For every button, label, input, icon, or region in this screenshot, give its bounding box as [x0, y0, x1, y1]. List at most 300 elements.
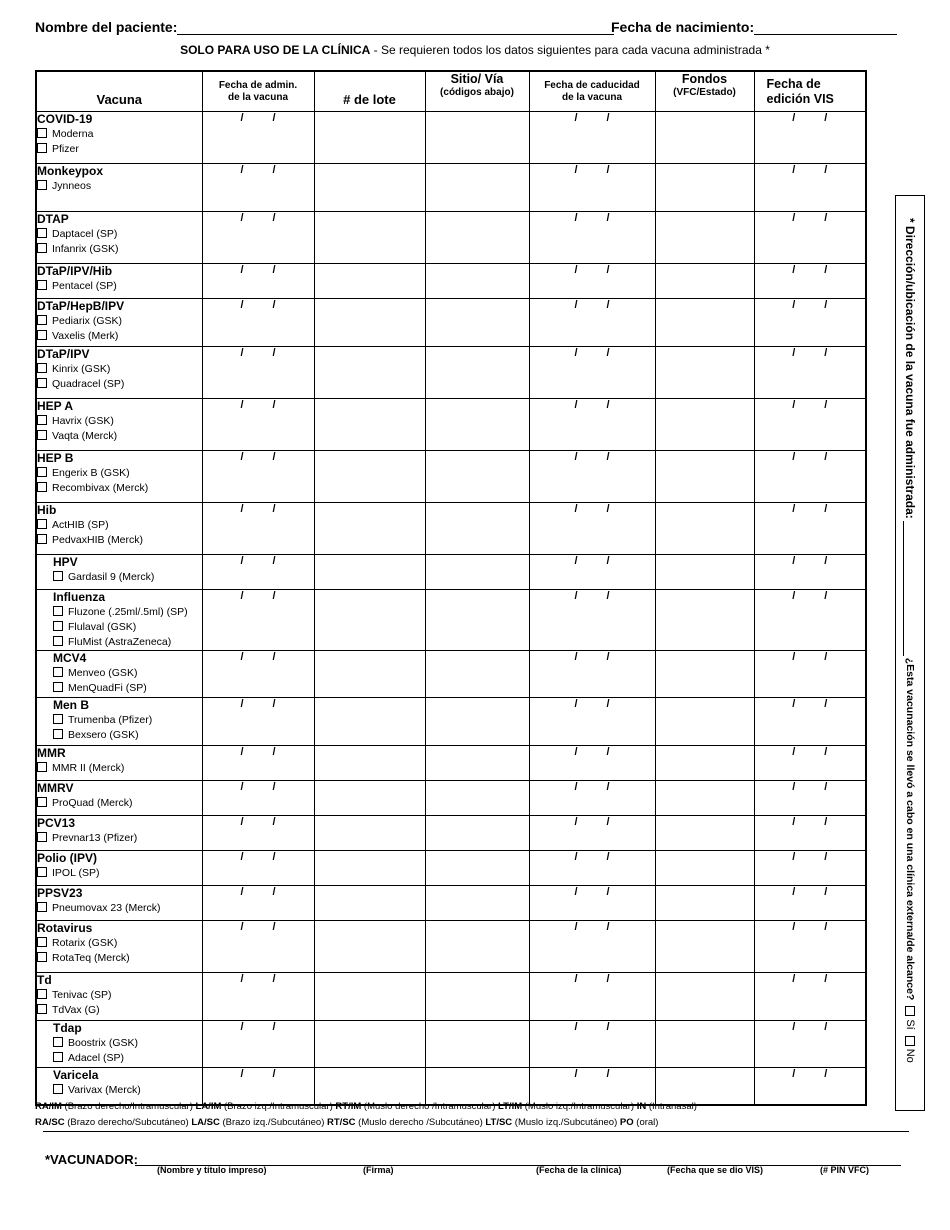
lot-cell[interactable] [314, 781, 425, 816]
date-separator: / [824, 1021, 828, 1033]
vaccine-option-label: ProQuad (Merck) [52, 797, 133, 809]
lot-cell[interactable] [314, 503, 425, 555]
route-code-desc: (Brazo derecho/Subcutáneo) [64, 1117, 192, 1128]
site-cell[interactable] [425, 1021, 529, 1068]
table-row [36, 973, 866, 1021]
funding-cell[interactable] [655, 651, 754, 698]
funding-cell[interactable] [655, 212, 754, 264]
admin-date-cell[interactable] [202, 164, 314, 212]
site-cell[interactable] [425, 886, 529, 921]
checkbox[interactable] [37, 143, 47, 153]
date-separator: / [606, 399, 610, 411]
funding-cell[interactable] [655, 590, 754, 651]
expiration-date-cell[interactable] [529, 299, 655, 347]
admin-date-cell[interactable] [202, 921, 314, 973]
vaccine-option-label: Gardasil 9 (Merck) [68, 571, 155, 583]
vis-date-cell[interactable] [754, 299, 866, 347]
vaccine-option[interactable] [37, 127, 202, 142]
checkbox[interactable] [37, 378, 47, 388]
lot-cell[interactable] [314, 746, 425, 781]
table-row [36, 399, 866, 451]
checkbox[interactable] [37, 128, 47, 138]
vaccine-option[interactable] [53, 1051, 202, 1066]
location-line[interactable] [904, 521, 917, 656]
vaccine-option[interactable] [37, 951, 202, 966]
vis-date-cell[interactable] [754, 451, 866, 503]
checkbox[interactable] [37, 952, 47, 962]
vaccine-option[interactable] [37, 329, 202, 344]
vaccine-option[interactable] [37, 936, 202, 951]
vaccine-option-label: Pneumovax 23 (Merck) [52, 902, 161, 914]
dob-line[interactable] [754, 20, 897, 35]
vaccine-option-label: ActHIB (SP) [52, 519, 109, 531]
date-separator: / [792, 1068, 796, 1080]
date-separator: / [606, 698, 610, 710]
funding-cell[interactable] [655, 503, 754, 555]
site-cell[interactable] [425, 555, 529, 590]
date-separator: / [240, 1068, 244, 1080]
site-cell[interactable] [425, 299, 529, 347]
vaccine-option-label: Adacel (SP) [68, 1052, 125, 1064]
vaccine-option[interactable] [53, 620, 202, 635]
vaccine-option[interactable] [53, 635, 202, 650]
checkbox[interactable] [37, 467, 47, 477]
expiration-date-cell[interactable] [529, 973, 655, 1021]
date-separator: / [824, 212, 828, 224]
route-codes-line-1 [35, 1099, 697, 1115]
site-cell[interactable] [425, 921, 529, 973]
vaccine-option[interactable] [37, 242, 202, 257]
vis-date-cell[interactable] [754, 212, 866, 264]
vis-date-cell[interactable] [754, 698, 866, 746]
vaccine-option[interactable] [53, 570, 202, 585]
patient-name-field[interactable] [35, 19, 614, 35]
expiration-date-cell[interactable] [529, 651, 655, 698]
expiration-date-cell[interactable] [529, 1021, 655, 1068]
lot-cell[interactable] [314, 921, 425, 973]
funding-cell[interactable] [655, 399, 754, 451]
expiration-date-cell[interactable] [529, 451, 655, 503]
funding-cell[interactable] [655, 746, 754, 781]
expiration-date-cell[interactable] [529, 746, 655, 781]
lot-cell[interactable] [314, 112, 425, 164]
site-cell[interactable] [425, 816, 529, 851]
vaccine-name: MMRV [37, 781, 74, 795]
vaccine-cell [36, 451, 202, 503]
vaccine-name: Influenza [53, 590, 106, 604]
checkbox[interactable] [37, 534, 47, 544]
lot-cell[interactable] [314, 555, 425, 590]
date-separator: / [792, 816, 796, 828]
vaccine-name: Monkeypox [37, 164, 104, 178]
dob-colon: : [749, 19, 755, 35]
lot-cell[interactable] [314, 851, 425, 886]
funding-cell[interactable] [655, 112, 754, 164]
vis-date-cell[interactable] [754, 973, 866, 1021]
vaccine-cell [36, 555, 202, 590]
date-separator: / [272, 299, 276, 311]
lot-cell[interactable] [314, 347, 425, 399]
admin-date-cell[interactable] [202, 1021, 314, 1068]
route-code: RA/IM [35, 1101, 62, 1112]
date-separator: / [606, 451, 610, 463]
vaccine-option[interactable] [53, 713, 202, 728]
date-separator: / [792, 851, 796, 863]
date-separator: / [574, 651, 578, 663]
lot-cell[interactable] [314, 816, 425, 851]
vis-date-cell[interactable] [754, 264, 866, 299]
date-separator: / [240, 264, 244, 276]
funding-cell[interactable] [655, 264, 754, 299]
date-separator: / [606, 781, 610, 793]
vis-date-cell[interactable] [754, 816, 866, 851]
vis-date-cell[interactable] [754, 1021, 866, 1068]
funding-cell[interactable] [655, 1021, 754, 1068]
date-separator: / [824, 555, 828, 567]
divider [43, 1131, 909, 1132]
admin-date-cell[interactable] [202, 264, 314, 299]
vaccine-option[interactable] [37, 362, 202, 377]
table-row [36, 698, 866, 746]
date-separator: / [272, 399, 276, 411]
admin-date-cell[interactable] [202, 399, 314, 451]
lot-cell[interactable] [314, 886, 425, 921]
admin-date-cell[interactable] [202, 973, 314, 1021]
date-separator: / [792, 886, 796, 898]
route-code: RA/SC [35, 1117, 65, 1128]
expiration-date-cell[interactable] [529, 816, 655, 851]
date-separator: / [792, 555, 796, 567]
checkbox[interactable] [53, 1052, 63, 1062]
vaccine-option[interactable] [37, 796, 202, 811]
checkbox[interactable] [37, 330, 47, 340]
vaccine-name: DTaP/IPV/Hib [37, 264, 113, 278]
lot-cell[interactable] [314, 264, 425, 299]
date-separator: / [824, 698, 828, 710]
admin-date-cell[interactable] [202, 651, 314, 698]
checkbox[interactable] [37, 832, 47, 842]
route-code-desc: (Muslo izq./Intramuscular) [522, 1101, 637, 1112]
expiration-date-cell[interactable] [529, 503, 655, 555]
vaccine-option[interactable] [53, 666, 202, 681]
outreach-yes-checkbox[interactable] [905, 1006, 915, 1016]
vaccine-option[interactable] [37, 179, 202, 194]
checkbox[interactable] [53, 606, 63, 616]
vis-date-cell[interactable] [754, 347, 866, 399]
admin-date-cell[interactable] [202, 781, 314, 816]
vis-date-label: (Fecha que se dio VIS) [667, 1165, 764, 1175]
table-row [36, 212, 866, 264]
date-separator: / [240, 164, 244, 176]
funding-cell[interactable] [655, 555, 754, 590]
date-separator: / [574, 816, 578, 828]
expiration-date-cell[interactable] [529, 399, 655, 451]
funding-cell[interactable] [655, 164, 754, 212]
checkbox[interactable] [53, 714, 63, 724]
site-cell[interactable] [425, 781, 529, 816]
route-code: LA/IM [195, 1101, 222, 1112]
site-cell[interactable] [425, 451, 529, 503]
admin-date-cell[interactable] [202, 503, 314, 555]
col-fondos: Fondos (VFC/Estado) [655, 71, 754, 112]
checkbox[interactable] [53, 682, 63, 692]
vis-date-cell[interactable] [754, 555, 866, 590]
date-separator: / [272, 264, 276, 276]
admin-date-cell[interactable] [202, 555, 314, 590]
checkbox[interactable] [53, 1084, 63, 1094]
vaccine-option-label: Jynneos [52, 180, 92, 192]
checkbox[interactable] [53, 636, 63, 646]
checkbox[interactable] [37, 937, 47, 947]
admin-date-cell[interactable] [202, 347, 314, 399]
vaccine-option[interactable] [37, 279, 202, 294]
admin-date-cell[interactable] [202, 746, 314, 781]
site-cell[interactable] [425, 212, 529, 264]
checkbox[interactable] [37, 762, 47, 772]
vaccine-option[interactable] [37, 533, 202, 548]
vaccine-option[interactable] [37, 429, 202, 444]
checkbox[interactable] [53, 571, 63, 581]
expiration-date-cell[interactable] [529, 112, 655, 164]
vis-date-cell[interactable] [754, 921, 866, 973]
date-separator: / [792, 264, 796, 276]
site-cell[interactable] [425, 347, 529, 399]
vis-date-cell[interactable] [754, 112, 866, 164]
expiration-date-cell[interactable] [529, 921, 655, 973]
lot-cell[interactable] [314, 590, 425, 651]
site-cell[interactable] [425, 164, 529, 212]
date-separator: / [792, 212, 796, 224]
route-code: LT/SC [485, 1117, 513, 1128]
funding-cell[interactable] [655, 921, 754, 973]
admin-date-cell[interactable] [202, 299, 314, 347]
vis-date-cell[interactable] [754, 1068, 866, 1105]
expiration-date-cell[interactable] [529, 555, 655, 590]
vis-date-cell[interactable] [754, 503, 866, 555]
vis-date-cell[interactable] [754, 399, 866, 451]
vaccine-cell [36, 164, 202, 212]
checkbox[interactable] [37, 519, 47, 529]
expiration-date-cell[interactable] [529, 698, 655, 746]
date-separator: / [606, 503, 610, 515]
vaccine-option[interactable] [37, 227, 202, 242]
lot-cell[interactable] [314, 212, 425, 264]
site-cell[interactable] [425, 399, 529, 451]
vaccine-name: DTaP/HepB/IPV [37, 299, 125, 313]
vis-date-cell[interactable] [754, 886, 866, 921]
date-separator: / [272, 590, 276, 602]
vaccine-option[interactable] [37, 866, 202, 881]
col-sitio: Sitio/ Vía (códigos abajo) [425, 71, 529, 112]
vis-date-cell[interactable] [754, 851, 866, 886]
vaccine-option[interactable] [53, 681, 202, 696]
site-cell[interactable] [425, 112, 529, 164]
checkbox[interactable] [53, 667, 63, 677]
date-separator: / [574, 781, 578, 793]
admin-date-cell[interactable] [202, 451, 314, 503]
checkbox[interactable] [37, 228, 47, 238]
lot-cell[interactable] [314, 299, 425, 347]
vaccine-option[interactable] [37, 988, 202, 1003]
date-separator: / [574, 112, 578, 124]
vis-date-cell[interactable] [754, 164, 866, 212]
expiration-date-cell[interactable] [529, 212, 655, 264]
checkbox[interactable] [37, 1004, 47, 1014]
admin-date-cell[interactable] [202, 816, 314, 851]
date-separator: / [574, 1021, 578, 1033]
site-cell[interactable] [425, 851, 529, 886]
checkbox[interactable] [53, 1037, 63, 1047]
vaccine-option-label: TdVax (G) [52, 1004, 100, 1016]
lot-cell[interactable] [314, 164, 425, 212]
funding-cell[interactable] [655, 698, 754, 746]
date-separator: / [272, 347, 276, 359]
vaccine-option[interactable] [37, 1003, 202, 1018]
site-cell[interactable] [425, 590, 529, 651]
admin-date-cell[interactable] [202, 590, 314, 651]
vaccine-table [35, 70, 867, 1106]
table-row [36, 503, 866, 555]
vaccine-option-label: Varivax (Merck) [68, 1084, 141, 1096]
vaccine-cell [36, 921, 202, 973]
vaccine-option[interactable] [37, 414, 202, 429]
vaccine-option[interactable] [53, 728, 202, 743]
outreach-no-checkbox[interactable] [905, 1036, 915, 1046]
site-cell[interactable] [425, 651, 529, 698]
route-code-desc: (Muslo derecho /Subcutáneo) [355, 1117, 486, 1128]
expiration-date-cell[interactable] [529, 851, 655, 886]
admin-date-cell[interactable] [202, 851, 314, 886]
checkbox[interactable] [37, 867, 47, 877]
vaccine-option-label: Vaqta (Merck) [52, 430, 118, 442]
expiration-date-cell[interactable] [529, 164, 655, 212]
funding-cell[interactable] [655, 973, 754, 1021]
vis-date-cell[interactable] [754, 746, 866, 781]
vaccine-name: MMR [37, 746, 66, 760]
expiration-date-cell[interactable] [529, 886, 655, 921]
admin-date-cell[interactable] [202, 212, 314, 264]
site-cell[interactable] [425, 503, 529, 555]
vaccine-option[interactable] [37, 142, 202, 157]
funding-cell[interactable] [655, 299, 754, 347]
vaccine-option[interactable] [37, 481, 202, 496]
admin-date-cell[interactable] [202, 886, 314, 921]
site-cell[interactable] [425, 746, 529, 781]
col-lote: # de lote [314, 71, 425, 112]
funding-cell[interactable] [655, 886, 754, 921]
lot-cell[interactable] [314, 651, 425, 698]
vaccine-option-label: Daptacel (SP) [52, 228, 118, 240]
table-row [36, 164, 866, 212]
date-separator: / [272, 212, 276, 224]
vaccine-option[interactable] [53, 1036, 202, 1051]
funding-cell[interactable] [655, 851, 754, 886]
outreach-no-label: No [904, 1048, 916, 1063]
vaccine-option[interactable] [37, 518, 202, 533]
expiration-date-cell[interactable] [529, 781, 655, 816]
vaccine-name: Tdap [53, 1021, 82, 1035]
expiration-date-cell[interactable] [529, 264, 655, 299]
funding-cell[interactable] [655, 347, 754, 399]
date-separator: / [792, 921, 796, 933]
date-separator: / [574, 973, 578, 985]
vaccine-option[interactable] [37, 314, 202, 329]
vaccine-cell [36, 347, 202, 399]
date-separator: / [574, 555, 578, 567]
lot-cell[interactable] [314, 973, 425, 1021]
checkbox[interactable] [37, 180, 47, 190]
table-row [36, 112, 866, 164]
vaccine-option[interactable] [37, 901, 202, 916]
checkbox[interactable] [37, 902, 47, 912]
vaccine-option[interactable] [37, 761, 202, 776]
vis-date-cell[interactable] [754, 590, 866, 651]
date-separator: / [574, 212, 578, 224]
checkbox[interactable] [37, 243, 47, 253]
admin-date-cell[interactable] [202, 112, 314, 164]
funding-cell[interactable] [655, 816, 754, 851]
vaccine-option[interactable] [53, 1083, 202, 1098]
checkbox[interactable] [37, 482, 47, 492]
date-separator: / [824, 651, 828, 663]
route-code: LA/SC [191, 1117, 220, 1128]
vis-date-cell[interactable] [754, 781, 866, 816]
vaccine-option[interactable] [53, 605, 202, 620]
site-cell[interactable] [425, 698, 529, 746]
checkbox[interactable] [37, 415, 47, 425]
date-separator: / [272, 781, 276, 793]
site-cell[interactable] [425, 264, 529, 299]
vis-date-cell[interactable] [754, 651, 866, 698]
site-cell[interactable] [425, 973, 529, 1021]
checkbox[interactable] [37, 315, 47, 325]
vaccine-name: Men B [53, 698, 89, 712]
dob-field[interactable] [611, 19, 897, 35]
lot-cell[interactable] [314, 451, 425, 503]
checkbox[interactable] [37, 797, 47, 807]
date-separator: / [792, 399, 796, 411]
checkbox[interactable] [37, 430, 47, 440]
vaccine-name: HPV [53, 555, 78, 569]
patient-name-line[interactable] [177, 20, 614, 35]
date-separator: / [824, 921, 828, 933]
date-separator: / [240, 590, 244, 602]
lot-cell[interactable] [314, 399, 425, 451]
checkbox[interactable] [53, 621, 63, 631]
checkbox[interactable] [37, 280, 47, 290]
checkbox[interactable] [37, 363, 47, 373]
expiration-date-cell[interactable] [529, 347, 655, 399]
date-separator: / [272, 503, 276, 515]
clinic-use-bold: SOLO PARA USO DE LA CLÍNICA [180, 43, 371, 57]
date-separator: / [606, 886, 610, 898]
funding-cell[interactable] [655, 451, 754, 503]
outreach-sidebar [895, 195, 925, 1111]
vaccine-option[interactable] [37, 831, 202, 846]
date-separator: / [272, 1021, 276, 1033]
expiration-date-cell[interactable] [529, 590, 655, 651]
admin-date-cell[interactable] [202, 698, 314, 746]
vaccine-option[interactable] [37, 466, 202, 481]
date-separator: / [824, 781, 828, 793]
lot-cell[interactable] [314, 698, 425, 746]
funding-cell[interactable] [655, 781, 754, 816]
lot-cell[interactable] [314, 1021, 425, 1068]
vaccine-option[interactable] [37, 377, 202, 392]
checkbox[interactable] [37, 989, 47, 999]
col-fecha-admin: Fecha de admin. de la vacuna [202, 71, 314, 112]
checkbox[interactable] [53, 729, 63, 739]
